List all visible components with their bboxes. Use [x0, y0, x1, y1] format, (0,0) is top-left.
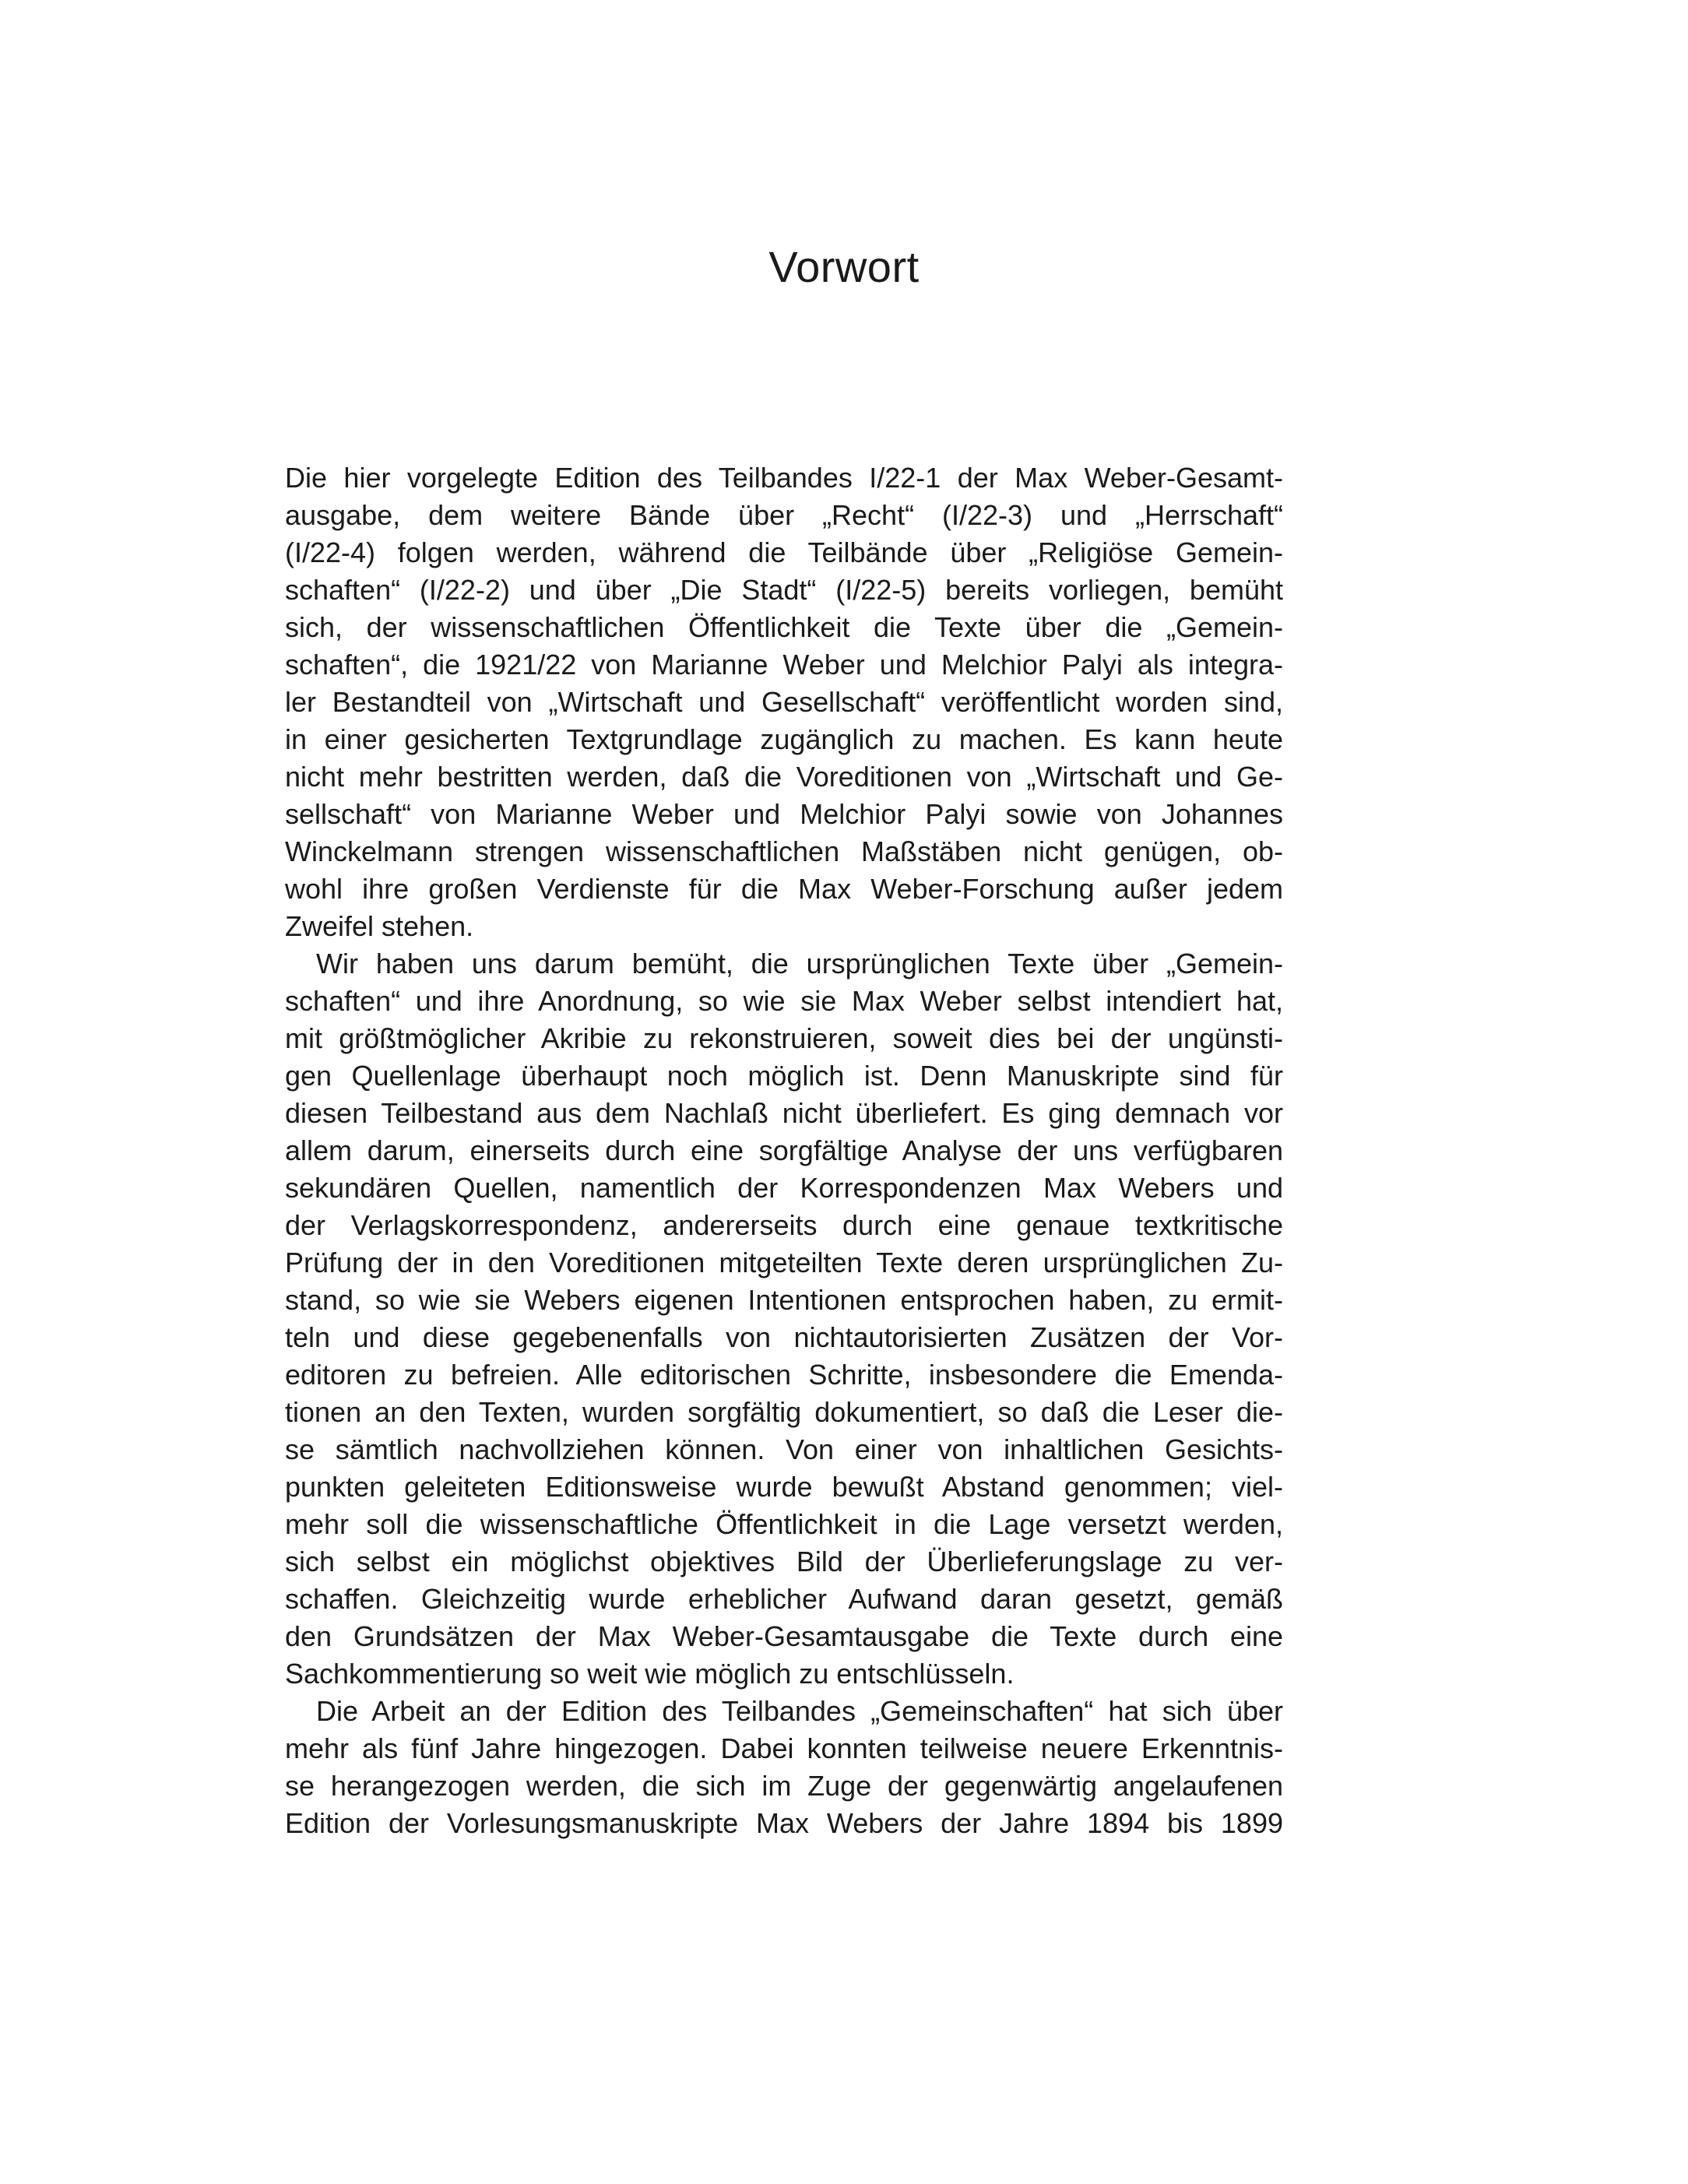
- text-line: editoren zu befreien. Alle editorischen Schritte, insbesondere die Emenda-: [285, 1359, 1283, 1391]
- text-line: Die Arbeit an der Edition des Teilbandes „Gemeinschaften“ hat sich über: [316, 1695, 1283, 1727]
- text-line: sich, der wissenschaftlichen Öffentlichkeit die Texte über die „Gemein-: [285, 611, 1283, 643]
- text-line: schaffen. Gleichzeitig wurde erheblicher Aufwand daran gesetzt, gemäß: [285, 1583, 1283, 1615]
- text-line: der Verlagskorrespondenz, andererseits durch eine genaue textkritische: [285, 1209, 1283, 1241]
- text-line: Sachkommentierung so weit wie möglich zu entschlüsseln.: [285, 1658, 1015, 1690]
- text-line: Prüfung der in den Voreditionen mitgeteilten Texte deren ursprünglichen Zu-: [285, 1247, 1283, 1278]
- text-line: diesen Teilbestand aus dem Nachlaß nicht überliefert. Es ging demnach vor: [285, 1097, 1283, 1129]
- text-line: wohl ihre großen Verdienste für die Max Weber-Forschung außer jedem: [285, 873, 1283, 905]
- text-line: mehr als fünf Jahre hingezogen. Dabei konnten teilweise neuere Erkenntnis-: [285, 1732, 1283, 1764]
- text-line: mehr soll die wissenschaftliche Öffentlichkeit in die Lage versetzt werden,: [285, 1508, 1283, 1540]
- text-line: Wir haben uns darum bemüht, die ursprünglichen Texte über „Gemein-: [316, 948, 1283, 979]
- text-line: nicht mehr bestritten werden, daß die Voreditionen von „Wirtschaft und Ge-: [285, 761, 1283, 793]
- text-line: Zweifel stehen.: [285, 910, 474, 942]
- paragraph: [285, 1693, 1283, 1842]
- text-line: tionen an den Texten, wurden sorgfältig dokumentiert, so daß die Leser die-: [285, 1396, 1283, 1428]
- text-line: schaften“ (I/22-2) und über „Die Stadt“ (I/22-5) bereits vorliegen, bemüht: [285, 574, 1283, 606]
- text-line: ler Bestandteil von „Wirtschaft und Gesellschaft“ veröffentlicht worden sind,: [285, 686, 1283, 718]
- text-line: sellschaft“ von Marianne Weber und Melchior Palyi sowie von Johannes: [285, 798, 1283, 830]
- text-line: Edition der Vorlesungsmanuskripte Max Webers der Jahre 1894 bis 1899: [285, 1807, 1283, 1839]
- text-line: se herangezogen werden, die sich im Zuge der gegenwärtig angelaufenen: [285, 1770, 1283, 1802]
- text-line: Winckelmann strengen wissenschaftlichen Maßstäben nicht genügen, ob-: [285, 835, 1283, 867]
- text-line: allem darum, einerseits durch eine sorgfältige Analyse der uns verfügbaren: [285, 1134, 1283, 1166]
- text-line: stand, so wie sie Webers eigenen Intentionen entsprochen haben, zu ermit-: [285, 1284, 1283, 1316]
- text-line: den Grundsätzen der Max Weber-Gesamtausgabe die Texte durch eine: [285, 1620, 1283, 1652]
- text-line: sich selbst ein möglichst objektives Bild der Überlieferungslage zu ver-: [285, 1546, 1283, 1577]
- text-line: ausgabe, dem weitere Bände über „Recht“ (I/22-3) und „Herrschaft“: [285, 499, 1283, 531]
- text-line: Die hier vorgelegte Edition des Teilbandes I/22-1 der Max Weber-Gesamt-: [285, 462, 1283, 494]
- text-line: schaften“ und ihre Anordnung, so wie sie Max Weber selbst intendiert hat,: [285, 985, 1283, 1017]
- body-text: [285, 459, 1283, 1842]
- text-line: (I/22-4) folgen werden, während die Teilbände über „Religiöse Gemein-: [285, 536, 1283, 568]
- text-line: mit größtmöglicher Akribie zu rekonstruieren, soweit dies bei der ungünsti-: [285, 1022, 1283, 1054]
- paragraph: [285, 945, 1283, 1693]
- page-title: Vorwort: [768, 242, 920, 291]
- text-line: sekundären Quellen, namentlich der Korrespondenzen Max Webers und: [285, 1172, 1283, 1204]
- text-line: teln und diese gegebenenfalls von nichtautorisierten Zusätzen der Vor-: [285, 1321, 1283, 1353]
- paragraph: [285, 459, 1283, 945]
- text-line: gen Quellenlage überhaupt noch möglich ist. Denn Manuskripte sind für: [285, 1060, 1283, 1092]
- text-line: se sämtlich nachvollziehen können. Von einer von inhaltlichen Gesichts-: [285, 1433, 1283, 1465]
- text-line: punkten geleiteten Editionsweise wurde bewußt Abstand genommen; viel-: [285, 1471, 1283, 1503]
- text-line: schaften“, die 1921/22 von Marianne Weber und Melchior Palyi als integra-: [285, 649, 1283, 681]
- text-line: in einer gesicherten Textgrundlage zugänglich zu machen. Es kann heute: [285, 723, 1283, 755]
